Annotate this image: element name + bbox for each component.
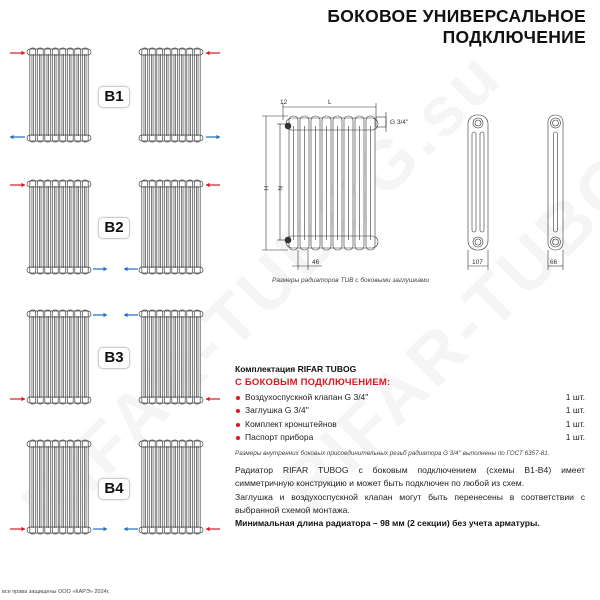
- supply-arrow-icon: [10, 51, 25, 55]
- supply-arrow-icon: [206, 51, 220, 55]
- return-arrow-icon: [124, 313, 138, 317]
- supply-arrow-icon: [206, 527, 220, 531]
- kit-subheading: С БОКОВЫМ ПОДКЛЮЧЕНИЕМ:: [235, 377, 391, 388]
- item-name: Заглушка G 3/4'': [245, 405, 309, 416]
- title-line-1: БОКОВОЕ УНИВЕРСАЛЬНОЕ: [327, 6, 586, 26]
- return-arrow-icon: [93, 267, 107, 271]
- supply-arrow-icon: [206, 183, 220, 187]
- radiator-right: [139, 440, 203, 534]
- description: [235, 464, 585, 530]
- description-p1: Радиатор RIFAR TUBOG с боковым подключением (схемы B1-B4) имеет симметричную конструкцию и может быть подключен по любой из схем.: [235, 465, 585, 489]
- dimension-drawing: [240, 90, 600, 290]
- return-arrow-icon: [10, 135, 25, 139]
- bullet-icon: [236, 423, 240, 427]
- bullet-icon: [236, 396, 240, 400]
- scheme-label-b3: B3: [98, 347, 130, 369]
- item-qty: 1 шт.: [565, 431, 585, 442]
- kit-note: Размеры внутренних боковых присоединительных резьб радиатора G 3/4'' выполнены по ГОСТ 6357-81.: [235, 450, 550, 458]
- kit-heading: Комплектация RIFAR TUBOG: [235, 364, 357, 374]
- scheme-label-b2: B2: [98, 217, 130, 239]
- title-line-2: ПОДКЛЮЧЕНИЕ: [442, 27, 586, 47]
- scheme-label-b4: B4: [98, 478, 130, 500]
- copyright: все права защищены ООО «КАРЭ» 2024г.: [2, 589, 110, 595]
- item-qty: 1 шт.: [565, 418, 585, 429]
- return-arrow-icon: [124, 267, 138, 271]
- description-p3: Минимальная длина радиатора – 98 мм (2 секции) без учета арматуры.: [235, 518, 540, 529]
- dim-12: 12: [280, 99, 288, 106]
- radiator-right: [139, 180, 203, 274]
- page-title: [327, 6, 586, 48]
- radiator-side-view-66: [548, 115, 563, 270]
- list-item: [235, 391, 585, 404]
- dim-H: H: [262, 186, 269, 191]
- supply-arrow-icon: [10, 183, 25, 187]
- dim-N: N: [276, 186, 283, 191]
- dim-66: 66: [550, 259, 558, 266]
- drawing-caption: Размеры радиаторов TUB с боковыми заглушками: [272, 277, 430, 284]
- return-arrow-icon: [124, 527, 138, 531]
- item-qty: 1 шт.: [565, 405, 585, 416]
- supply-arrow-icon: [10, 527, 25, 531]
- radiator-left: [27, 310, 91, 404]
- bullet-icon: [236, 409, 240, 413]
- supply-arrow-icon: [206, 397, 220, 401]
- dim-L: L: [328, 99, 332, 106]
- thread-label: G 3/4'': [390, 119, 409, 126]
- kit-section: [235, 364, 585, 457]
- bullet-icon: [236, 436, 240, 440]
- dim-46: 46: [312, 259, 320, 266]
- radiator-front-view: [285, 116, 378, 250]
- radiator-right: [139, 310, 203, 404]
- dim-107: 107: [472, 259, 483, 266]
- kit-list: [235, 391, 585, 444]
- list-item: [235, 431, 585, 444]
- radiator-side-view-107: [468, 115, 488, 270]
- item-name: Комплект кронштейнов: [245, 418, 337, 429]
- item-name: Паспорт прибора: [245, 431, 314, 442]
- scheme-label-b1: B1: [98, 86, 130, 108]
- radiator-left: [27, 180, 91, 274]
- return-arrow-icon: [206, 135, 220, 139]
- return-arrow-icon: [93, 527, 107, 531]
- list-item: [235, 404, 585, 417]
- supply-arrow-icon: [10, 397, 25, 401]
- return-arrow-icon: [93, 313, 107, 317]
- item-name: Воздухоспускной клапан G 3/4'': [245, 392, 369, 402]
- list-item: [235, 418, 585, 431]
- item-qty: 1 шт.: [565, 392, 585, 402]
- radiator-left: [27, 440, 91, 534]
- radiator-right: [139, 48, 203, 142]
- radiator-left: [27, 48, 91, 142]
- description-p2: Заглушка и воздухоспускной клапан могут быть перенесены в соответствии с выбранной схемой монтажа.: [235, 491, 585, 515]
